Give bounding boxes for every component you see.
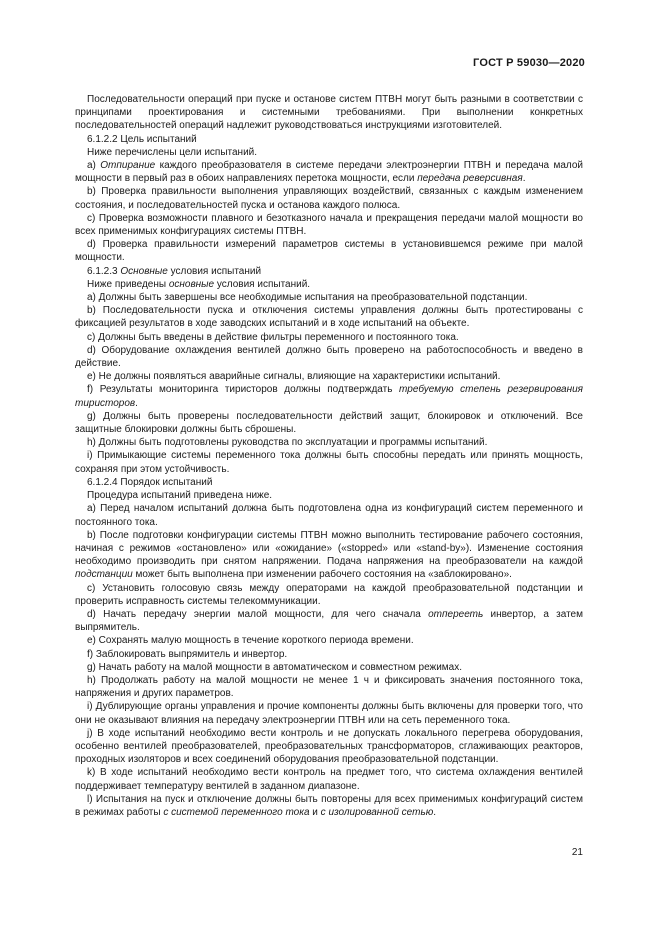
section-heading-6-1-2-2: 6.1.2.2 Цель испытаний <box>87 133 197 145</box>
italic-term: с изолированной сетью <box>320 806 434 818</box>
italic-term: с системой переменного тока <box>163 806 310 818</box>
paragraph <box>75 278 583 291</box>
heading-text: условия испытаний <box>167 265 262 277</box>
italic-term: подстанции <box>75 569 133 581</box>
section-heading-6-1-2-4: 6.1.2.4 Порядок испытаний <box>87 476 213 488</box>
document-body <box>75 93 583 819</box>
list-item-c: c) Проверка возможности плавного и безотказного начала и прекращения передачи малой мощности во всех применимых конфигурациях системы ПТВН. <box>75 212 583 238</box>
list-item-g: g) Должны быть проверены последовательности действий защит, блокировок и отключений. Все защитные блокировки должны быть сброшены. <box>75 410 583 436</box>
list-item-b: b) Проверка правильности выполнения управляющих воздействий, связанных с каждым изменением состояния, и последовательностей пуска и останова каждого полюса. <box>75 186 583 211</box>
italic-term: отперееть <box>428 608 484 620</box>
italic-term: основные <box>168 278 215 290</box>
list-item-c: c) Установить голосовую связь между операторами на каждой преобразовательной подстанции и проверить исправность системы телекоммуникации. <box>75 582 583 607</box>
italic-term: передача реверсивная <box>417 173 523 185</box>
paragraph-text: Ниже приведены <box>87 278 169 290</box>
list-item-i: i) Примыкающие системы переменного тока должны быть способны передать или принять мощность, сохраняя при этом устойчивость. <box>75 450 583 475</box>
list-item-a: a) Перед началом испытаний должна быть подготовлена одна из конфигураций систем переменного и постоянного тока. <box>75 503 583 528</box>
page-number: 21 <box>571 847 583 858</box>
list-item-i: i) Дублирующие органы управления и прочие компоненты должны быть включены для проверки того, что они не оказывают влияния на передачу электроэнергии ПТВН или на сеть переменного тока. <box>75 701 583 726</box>
paragraph: Ниже перечислены цели испытаний. <box>87 146 258 158</box>
list-item-e: e) Не должны появляться аварийные сигналы, влияющие на характеристики испытаний. <box>87 371 501 383</box>
item-text: f) Результаты мониторинга тиристоров должны подтверждать <box>87 384 400 396</box>
list-item-e: e) Сохранять малую мощность в течение короткого периода времени. <box>87 635 414 647</box>
item-text-end: инвертор, а затем выпрямитель. <box>75 608 583 634</box>
italic-term: Отпирание <box>100 160 156 172</box>
item-text: каждого преобразователя в системе передачи электроэнергии ПТВН и передача малой мощности в первый раз в обоих направлениях перетока мощности, если <box>75 160 584 185</box>
item-text-end: . <box>433 806 437 818</box>
item-text: l) Испытания на пуск и отключение должны быть повторены для всех применимых конфигураций систем в режимах работы <box>75 793 583 818</box>
italic-term: требуемую степень резервирования тиристоров <box>75 384 583 409</box>
list-item-j: j) В ходе испытаний необходимо вести контроль и не допускать локального перегрева оборудования, особенно вентилей преобразователей, преобразовательных трансформаторов, сглаживающих реакторов, проходных изоляторов и всех соединений оборудования преобразовательной подстанции. <box>75 727 583 766</box>
item-text-mid: и <box>309 806 321 818</box>
list-item-d: d) Оборудование охлаждения вентилей должно быть проверено на работоспособность и введено в действие. <box>75 344 583 370</box>
list-item-d <box>75 608 583 634</box>
paragraph: Последовательности операций при пуске и останове систем ПТВН могут быть разными в соответствии с принципами проектирования и системными требованиями. При выполнении конкретных последовательностей операций надлежит руководствоваться инструкциями изготовителей. <box>75 94 583 132</box>
item-text-end: . <box>522 173 526 185</box>
list-item-a: a) Должны быть завершены все необходимые испытания на преобразовательной подстанции. <box>87 292 528 304</box>
item-text-end: может быть выполнена при изменении рабочего состояния на «заблокировано». <box>132 569 512 581</box>
list-item-k: k) В ходе испытаний необходимо вести контроль на предмет того, что система охлаждения вентилей поддерживает температуру вентилей в заданном диапазоне. <box>75 767 583 792</box>
item-marker: a) <box>87 160 101 172</box>
item-text-end: . <box>135 397 138 409</box>
item-text: b) После подготовки конфигурации системы ПТВН можно выполнить тестирование рабочего состояния, начиная с режимов «остановлено» или «ожидание» («stopped» или «stand-by»). Изменение состояния необходимо производить при снятом напряжении. Подача напряжения на преобразователи на каждой <box>75 529 583 568</box>
section-heading-6-1-2-3 <box>75 265 583 278</box>
paragraph: Процедура испытаний приведена ниже. <box>87 490 273 502</box>
list-item-g: g) Начать работу на малой мощности в автоматическом и совместном режимах. <box>87 661 463 673</box>
italic-term: Основные <box>120 265 168 277</box>
list-item-h: h) Должны быть подготовлены руководства по эксплуатации и программы испытаний. <box>87 437 488 449</box>
item-text: d) Начать передачу энергии малой мощности, для чего сначала <box>87 608 429 620</box>
paragraph-text-end: условия испытаний. <box>214 278 311 290</box>
list-item-a <box>75 159 583 185</box>
list-item-f: f) Заблокировать выпрямитель и инвертор. <box>87 648 288 660</box>
heading-number: 6.1.2.3 <box>87 265 121 277</box>
list-item-d: d) Проверка правильности измерений параметров системы в установившемся режиме при малой мощности. <box>75 239 583 264</box>
document-id: ГОСТ Р 59030—2020 <box>473 57 585 69</box>
list-item-f <box>75 383 583 409</box>
list-item-h: h) Продолжать работу на малой мощности не менее 1 ч и фиксировать значения постоянного тока, напряжения и других параметров. <box>75 674 583 700</box>
list-item-b: b) Последовательности пуска и отключения системы управления должны быть протестированы с фиксацией результатов в ходе заводских испытаний и в ходе испытаний на объекте. <box>75 305 583 330</box>
list-item-b <box>75 529 583 582</box>
list-item-l <box>75 793 583 819</box>
list-item-c: c) Должны быть введены в действие фильтры переменного и постоянного тока. <box>87 331 459 343</box>
